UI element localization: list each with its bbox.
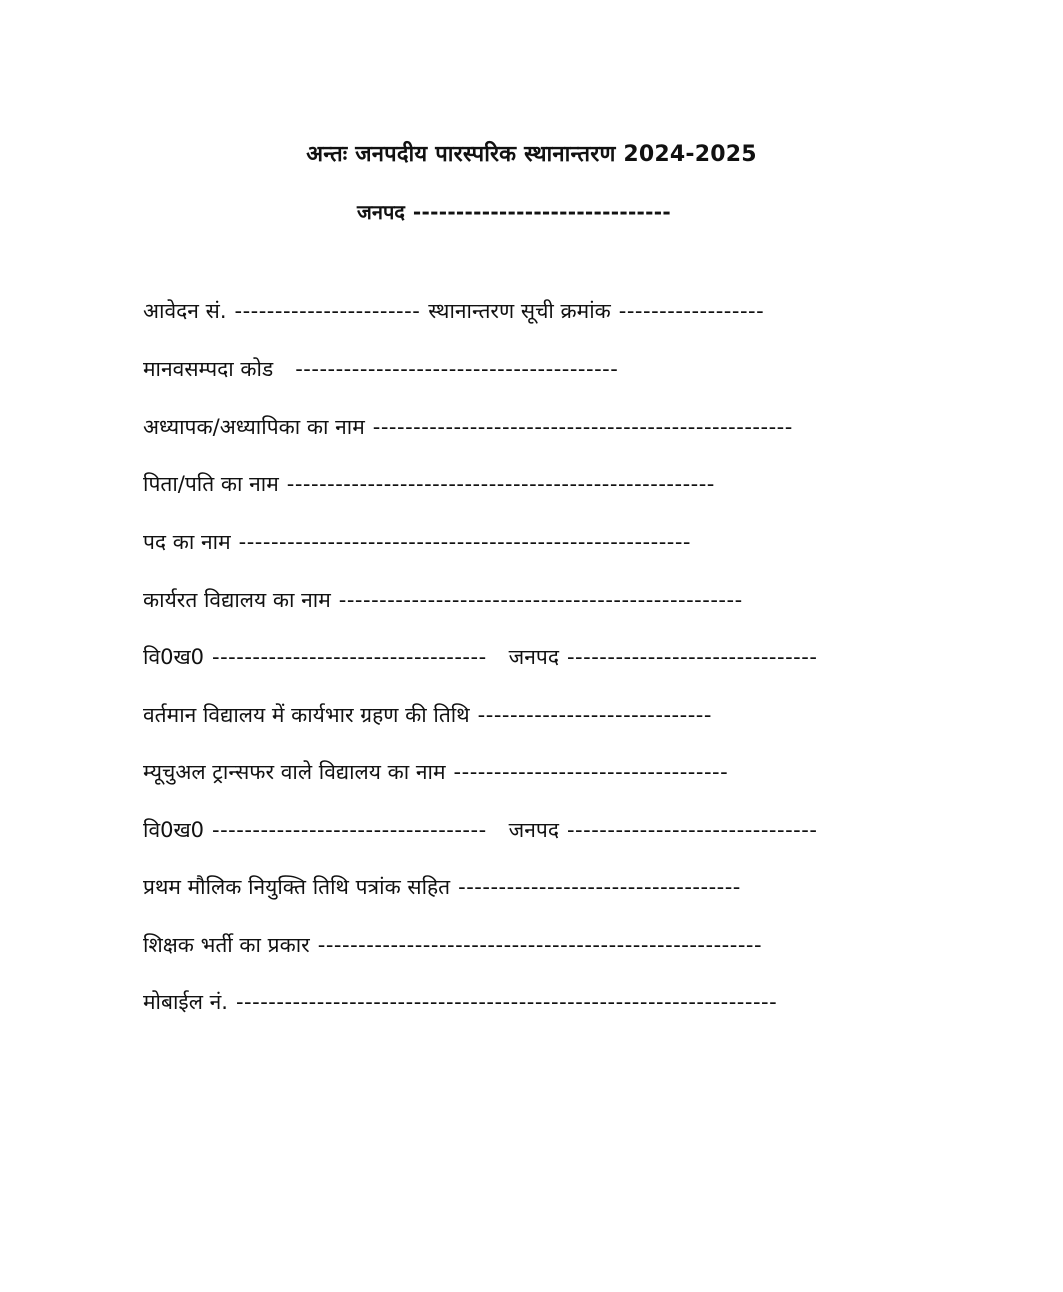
form-title: अन्तः जनपदीय पारस्परिक स्थानान्तरण 2024-2025 <box>306 142 757 167</box>
post-name-label: पद का नाम <box>143 530 231 554</box>
recruitment-type-label: शिक्षक भर्ती का प्रकार <box>143 933 310 957</box>
working-school-label: कार्यरत विद्यालय का नाम <box>143 588 331 612</box>
father-husband-name-row <box>143 470 715 498</box>
district-label: जनपद <box>508 818 559 842</box>
district-blank: ------------------------------ <box>412 200 671 224</box>
post-name-blank: -------------------------------------------------------- <box>238 530 692 554</box>
block-district-row-1 <box>143 643 817 671</box>
first-appointment-label: प्रथम मौलिक नियुक्ति तिथि पत्रांक सहित <box>143 875 451 899</box>
mutual-school-label: म्यूचुअल ट्रान्सफर वाले विद्यालय का नाम <box>143 760 446 784</box>
mutual-school-blank: ---------------------------------- <box>453 760 729 784</box>
district-blank: ------------------------------- <box>566 645 818 669</box>
father-husband-name-blank: ----------------------------------------------------- <box>286 472 715 496</box>
block-label: वि0ख0 <box>143 818 205 842</box>
first-appointment-row <box>143 873 741 901</box>
mobile-no-row <box>143 988 777 1016</box>
hr-code-label: मानवसम्पदा कोड <box>143 357 274 381</box>
recruitment-type-blank: ------------------------------------------------------- <box>317 933 763 957</box>
block-blank: ---------------------------------- <box>212 818 487 842</box>
block-blank: ---------------------------------- <box>212 645 487 669</box>
teacher-name-blank: ---------------------------------------------------- <box>372 415 793 439</box>
joining-date-blank: ----------------------------- <box>477 703 712 727</box>
teacher-name-row <box>143 413 793 441</box>
application-no-blank: ----------------------- <box>234 299 421 323</box>
father-husband-name-label: पिता/पति का नाम <box>143 472 279 496</box>
working-school-row <box>143 586 743 614</box>
district-label: जनपद <box>508 645 559 669</box>
district-header <box>357 198 671 225</box>
joining-date-row <box>143 701 712 729</box>
recruitment-type-row <box>143 931 762 959</box>
transfer-list-no-blank: ------------------ <box>618 299 765 323</box>
application-no-label: आवेदन सं. <box>143 299 227 323</box>
hr-code-blank: ---------------------------------------- <box>295 357 619 381</box>
teacher-name-label: अध्यापक/अध्यापिका का नाम <box>143 415 365 439</box>
working-school-blank: -------------------------------------------------- <box>338 588 743 612</box>
mutual-school-row <box>143 758 728 786</box>
mobile-no-blank: ------------------------------------------------------------------- <box>235 990 778 1014</box>
block-district-row-2 <box>143 816 817 844</box>
district-label: जनपद <box>357 200 405 224</box>
transfer-list-no-label: स्थानान्तरण सूची क्रमांक <box>428 299 611 323</box>
post-name-row <box>143 528 691 556</box>
district-blank: ------------------------------- <box>566 818 818 842</box>
mobile-no-label: मोबाईल नं. <box>143 990 228 1014</box>
joining-date-label: वर्तमान विद्यालय में कार्यभार ग्रहण की तिथि <box>143 703 470 727</box>
first-appointment-blank: ----------------------------------- <box>458 875 741 899</box>
application-no-row <box>143 297 764 325</box>
block-label: वि0ख0 <box>143 645 205 669</box>
hr-code-row <box>143 355 618 383</box>
